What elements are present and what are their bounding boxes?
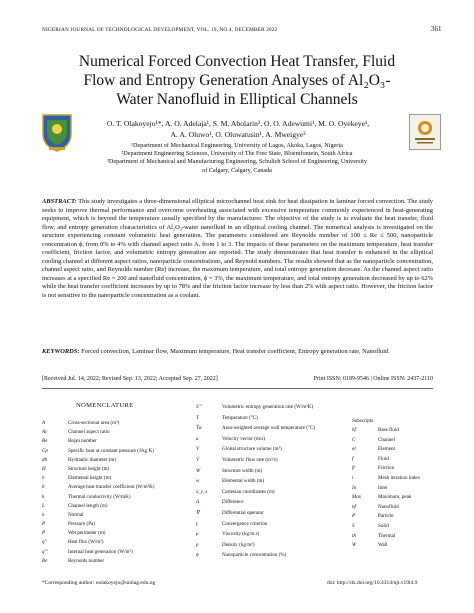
nomenclature-description: Viscosity (kg/m.s) (222, 531, 260, 538)
nomenclature-description: Difference (222, 499, 244, 506)
nomenclature-symbol: ∇ (196, 509, 200, 516)
nomenclature-entry (196, 425, 346, 436)
nomenclature-description: Differential operator (222, 509, 264, 516)
nomenclature-title: NOMENCLATURE (76, 402, 134, 409)
nomenclature-symbol: q'' (42, 539, 47, 546)
nomenclature-entry (42, 530, 190, 539)
nomenclature-description: Volumetric entropy generation rate (W/m³K) (222, 404, 314, 410)
nomenclature-symbol: γ (196, 520, 199, 527)
received-line (42, 376, 433, 382)
nomenclature-description: Bejan number (68, 438, 97, 445)
nomenclature-description: Maximum, peak (378, 494, 412, 501)
nomenclature-symbol: H (42, 465, 46, 472)
authors-line-2: A. A. Oluwo¹, O. Oluwatusin¹, A. Mweigye³ (170, 130, 306, 139)
nomenclature-symbol: A (42, 420, 46, 426)
nomenclature-column-1 (42, 420, 190, 567)
nomenclature-symbol: k (42, 493, 45, 500)
nomenclature-description: Wet perimeter (m) (68, 530, 106, 537)
nomenclature-entry (352, 427, 442, 437)
nomenclature-entry (352, 504, 442, 514)
keywords-text: Forced convection, Laminar flow, Maximum temperature, Heat transfer coefficient, Entropy generation rate, Nanofluid. (81, 348, 390, 355)
nomenclature-symbol: W (352, 542, 357, 549)
nomenclature-entry (42, 494, 190, 503)
nomenclature-description: Global structure volume (m³) (222, 446, 282, 453)
nomenclature-symbol: S''' (196, 404, 202, 410)
nomenclature-description: Channel (378, 436, 395, 443)
nomenclature-description: Pressure (Pa) (68, 521, 96, 528)
nomenclature-symbol: P (42, 530, 46, 537)
nomenclature-entry (42, 448, 190, 457)
nomenclature-entry (42, 438, 190, 447)
nomenclature-symbol: In (352, 484, 357, 491)
nomenclature-description: Solid (378, 522, 389, 529)
nomenclature-symbol: Cp (42, 447, 48, 454)
nomenclature-symbol: el (352, 446, 356, 453)
nomenclature-description: Velocity vector (m/s) (222, 435, 266, 442)
title-line-1: Numerical Forced Convection Heat Transfer, Fluid (78, 53, 396, 70)
nomenclature-symbol: u (196, 435, 199, 442)
nomenclature-entry (352, 542, 442, 552)
received-dates: [Received Jul. 14, 2022; Revised Sep. 13, 2022; Accepted Sep. 27, 2022] (42, 376, 218, 382)
nomenclature-description: Inlet (378, 484, 388, 491)
nomenclature-entry (352, 523, 442, 533)
nomenclature-entry (42, 521, 190, 530)
nomenclature-entry (352, 437, 442, 447)
nomenclature-description: Cross-sectional area (m²) (68, 420, 120, 426)
nomenclature-symbol: L (42, 502, 45, 509)
nomenclature-entry (352, 513, 442, 523)
nomenclature-entry (352, 465, 442, 475)
title-line-3: Water Nanofluid in Elliptical Channels (116, 91, 358, 108)
nomenclature-symbol: Max (352, 494, 362, 501)
affiliation-3a: ³Department of Mechanical and Manufacturing Engineering, Schulich School of Engineering, University (107, 158, 367, 166)
nomenclature-description: Average heat transfer coefficient (W/m²K) (68, 484, 155, 491)
nomenclature-description: Volumetric flow rate (m³/s) (222, 456, 278, 463)
nomenclature-entry (196, 510, 346, 521)
nomenclature-symbol: q''' (42, 548, 48, 555)
nomenclature-symbol: P (352, 513, 356, 520)
nomenclature-entry (196, 521, 346, 532)
author-list (78, 118, 398, 140)
nomenclature-symbol: ρ (196, 541, 199, 548)
title-line-2: Flow and Entropy Generation Analyses of Al₂O₃- (83, 72, 391, 89)
page-number: 361 (431, 25, 442, 33)
nomenclature-symbol: w (196, 478, 200, 485)
authors-line-1: O. T. Olakoyejo¹*, A. O. Adelaja¹, S. M. Abolarin², O. O. Adewumi¹, M. O. Oyekeye¹, (106, 119, 370, 128)
nomenclature-entry (42, 512, 190, 521)
nomenclature-symbol: x, y, z (196, 488, 208, 495)
abstract-text: This study investigates a three-dimensional elliptical microchannel heat sink for heat dissipation in laminar forced convection. The study seeks to improve thermal performance and overcome overheating associated with excessive temperature commonly experienced in heat-generating equipment, which is beyond the temperature usually specified by the manufacturer. The objective of the study is to evaluate the heat transfer, fluid flow, and entropy generation characteristics of Al₂O₃-water nanofluid in an elliptical cooling channel. The numerical analysis is investigated on the structure experiencing constant volumetric heat generation. The parameters considered are Reynolds number of 100 ≤ Re ≤ 500, nanoparticle concentration ϕ, from 0% to 4% with channel aspect ratio Aᵣ from 1 to 3. The impacts of these parameters on the maximum temperature, heat transfer coefficient, friction factor, and volumetric entropy generation are reported. The study demonstrates that heat transfer is enhanced in the elliptical cooling channel at different aspect ratios, nanoparticle concentrations, and Reynold numbers. The results showed that as the nanoparticle concentration, channel aspect ratio, and Reynolds number (Re) increase, the maximum temperature, and total entropy generation decrease. As the channel aspect ratio increases at a specified Re = 200 and nanofluid concentration, ϕ = 3%, the maximum temperature, and total entropy generation decreased by up to 62% while the heat transfer coefficient increases by up to 78% and the friction factor increase by less than 2% with aspect ratio. However, the friction factor is not sensitive to the nanoparticle concentration as a coolant. (42, 198, 433, 300)
nomenclature-description: Specific heat at constant pressure (J/kg K) (68, 447, 154, 454)
nomenclature-symbol: bf (352, 427, 356, 433)
nomenclature-symbol: Be (42, 438, 48, 445)
nomenclature-description: Density (kg/m³) (222, 541, 255, 548)
nomenclature-entry (352, 446, 442, 456)
nomenclature-entry (196, 489, 346, 500)
journal-logo-icon (410, 115, 440, 149)
divider (42, 388, 433, 389)
nomenclature-description: Thermal (378, 532, 396, 539)
nomenclature-symbol: i (352, 474, 354, 481)
nomenclature-description: Nanoparticle concentration (%) (222, 552, 287, 559)
nomenclature-symbol: T̄w (196, 425, 202, 432)
nomenclature-entry (196, 446, 346, 457)
nomenclature-description: Cartesian coordinates (m) (222, 488, 275, 495)
issn: Print ISSN: 0189-9546 | Online ISSN: 2437-2110 (313, 376, 433, 382)
nomenclature-entry (196, 478, 346, 489)
nomenclature-entry (196, 404, 346, 415)
affiliations (60, 142, 414, 175)
nomenclature-description: Reynolds number (68, 557, 105, 564)
nomenclature-symbol: h (42, 475, 45, 482)
nomenclature-description: Thermal conductivity (W/mK) (68, 493, 131, 500)
nomenclature-entry (196, 468, 346, 479)
nomenclature-description: Element (378, 446, 395, 453)
nomenclature-description: Fluid (378, 455, 389, 462)
nomenclature-entry (196, 499, 346, 510)
nomenclature-symbol: n (42, 511, 45, 518)
nomenclature-description: Area-weighted average wall temperature (°C) (222, 425, 316, 432)
nomenclature-description: Temperature (°C) (222, 414, 258, 421)
subscripts-column (352, 418, 442, 552)
subscripts-list (352, 427, 442, 552)
nomenclature-entry (42, 475, 190, 484)
running-head: NIGERIAN JOURNAL OF TECHNOLOGICAL DEVELOPMENT, VOL. 19, NO.4, DECEMBER 2022 (42, 27, 278, 33)
nomenclature-entry (196, 552, 346, 563)
corresponding-author-footnote: *Corresponding author: oolakoyejo@unilag.edu.ng (42, 580, 156, 586)
paper-title (40, 52, 434, 109)
abstract (42, 198, 433, 301)
nomenclature-description: Channel aspect ratio (68, 429, 110, 436)
nomenclature-symbol: μ (196, 531, 199, 538)
nomenclature-entry (196, 457, 346, 468)
nomenclature-description: Elemental height (m) (68, 475, 112, 482)
nomenclature-symbol: Δ (196, 499, 199, 506)
nomenclature-description: Structure height (m) (68, 465, 110, 472)
nomenclature-description: Friction (378, 465, 395, 472)
nomenclature-entry (352, 533, 442, 543)
nomenclature-description: Nanofluid (378, 503, 399, 510)
nomenclature-symbol: f (352, 455, 354, 462)
abstract-label: ABSTRACT: (42, 198, 77, 205)
nomenclature-description: Base fluid (378, 427, 399, 433)
nomenclature-symbol: T (196, 414, 199, 421)
nomenclature-symbol: V̇ (196, 456, 200, 463)
doi: doi: http://dx.doi.org/10.4314/njt.v19i4.9 (327, 580, 418, 586)
nomenclature-symbol: Ac (42, 429, 48, 436)
nomenclature-symbol: S (352, 522, 355, 529)
nomenclature-description: Convergence criterion (222, 520, 268, 527)
nomenclature-entry (352, 456, 442, 466)
nomenclature-symbol: fr (352, 465, 356, 472)
nomenclature-description: Elemental width (m) (222, 478, 265, 485)
nomenclature-entry (42, 457, 190, 466)
nomenclature-description: Particle (378, 513, 394, 520)
nomenclature-symbol: W (196, 467, 201, 474)
nomenclature-symbol: nf (352, 503, 356, 510)
nomenclature-symbol: th (352, 532, 356, 539)
affiliation-1: ¹Department of Mechanical Engineering, University of Lagos, Akoka, Lagos, Nigeria (131, 142, 343, 149)
nomenclature-entry (42, 549, 190, 558)
nomenclature-column-2 (196, 404, 346, 563)
nomenclature-symbol: h (42, 484, 45, 491)
nomenclature-entry (42, 539, 190, 548)
nomenclature-entry (42, 484, 190, 493)
nomenclature-description: Mesh iteration index (378, 474, 421, 481)
affiliation-2: ²Department Engineering Sciences, University of The Free State, Bloemfontein, South Africa (121, 150, 353, 158)
nomenclature-entry (352, 475, 442, 485)
nomenclature-description: Heat flux (W/m²) (68, 539, 104, 546)
nomenclature-entry (42, 429, 190, 438)
nomenclature-description: Wall (378, 542, 388, 549)
nomenclature-entry (196, 542, 346, 553)
nomenclature-symbol: ϕ (196, 552, 199, 559)
nomenclature-entry (196, 415, 346, 426)
subscripts-title: Subscripts (352, 418, 374, 424)
nomenclature-entry (196, 531, 346, 542)
nomenclature-description: Internal heat generation (W/m³) (68, 548, 133, 555)
nomenclature-description: Channel length (m) (68, 502, 108, 509)
nomenclature-entry (352, 485, 442, 495)
nomenclature-entry (42, 503, 190, 512)
affiliation-3b: of Calgary, Calgary, Canada (202, 166, 272, 174)
nomenclature-entry (42, 420, 190, 429)
nomenclature-description: Hydraulic diameter (m) (68, 456, 117, 463)
nomenclature-description: Normal (68, 511, 84, 518)
nomenclature-symbol: dh (42, 456, 48, 463)
nomenclature-entry (196, 436, 346, 447)
keywords (42, 348, 433, 357)
nomenclature-entry (352, 494, 442, 504)
nomenclature-entry (42, 466, 190, 475)
nomenclature-entry (42, 558, 190, 567)
nomenclature-symbol: V (196, 446, 200, 453)
keywords-label: KEYWORDS: (42, 348, 80, 355)
nomenclature-symbol: P (42, 521, 46, 528)
nomenclature-symbol: C (352, 436, 356, 443)
nomenclature-description: Structure width (m) (222, 467, 263, 474)
nomenclature-symbol: Re (42, 557, 48, 564)
